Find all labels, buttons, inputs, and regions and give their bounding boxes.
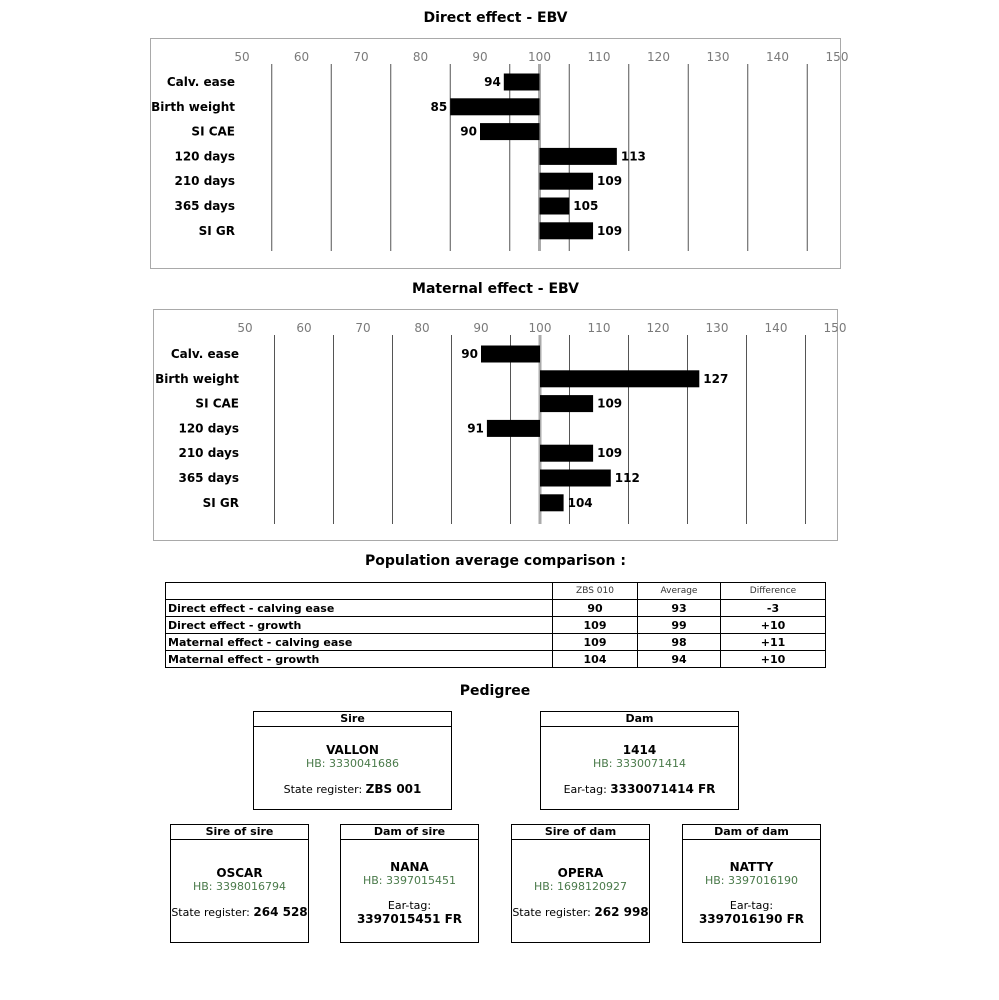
x-tick-label: 120 [646,321,670,335]
x-tick-label: 140 [764,321,788,335]
row-animal-value: 104 [553,651,638,668]
table-row [166,600,826,617]
register-value: 3397016190 FR [698,912,805,926]
x-tick-label: 130 [706,50,730,64]
bar [450,98,539,115]
pedigree-register [341,899,478,926]
pedigree-sire-card [253,711,452,810]
comparison-title: Population average comparison : [365,553,626,569]
pedigree-register [171,905,308,919]
pedigree-name: NATTY [729,860,774,874]
category-label: 210 days [174,174,235,189]
row-average-value: 94 [638,651,721,668]
row-difference-value: +10 [721,651,826,668]
row-average-value: 93 [638,600,721,617]
comparison-table [165,582,826,668]
comparison-header-empty [166,583,553,600]
category-label: 120 days [178,421,239,436]
pedigree-sire-of-sire-card [170,824,309,943]
row-difference-value: -3 [721,600,826,617]
pedigree-role: Dam [541,712,738,727]
data-label: 85 [430,99,448,114]
bar [481,346,540,363]
direct-chart-title: Direct effect - EBV [423,10,568,26]
pedigree-hb: HB: 3397015451 [362,874,456,887]
pedigree-hb: HB: 1698120927 [533,880,627,893]
bar [540,173,594,190]
data-label: 109 [597,223,623,238]
register-label: State register: [512,906,591,919]
x-tick-label: 150 [823,321,847,335]
direct-chart-frame [150,38,849,269]
row-animal-value: 90 [553,600,638,617]
x-tick-label: 120 [647,50,670,64]
bar [540,148,617,165]
x-tick-label: 100 [528,50,551,64]
data-label: 109 [597,396,623,411]
x-tick-label: 140 [766,50,789,64]
data-label: 105 [573,199,599,213]
x-tick-label: 90 [473,321,489,335]
register-label: Ear-tag: [563,783,607,796]
pedigree-sire-of-dam-card [511,824,650,943]
pedigree-name: VALLON [326,743,379,757]
pedigree-dam-of-dam-card [682,824,821,943]
category-label: Birth weight [151,99,235,114]
comparison-header-animal: ZBS 010 [553,583,638,600]
register-label: Ear-tag: [387,899,432,912]
bar [540,370,699,387]
x-tick-label: 60 [293,50,310,64]
pedigree-register [254,782,451,796]
data-label: 94 [484,75,501,89]
x-tick-label: 50 [234,50,250,64]
data-label: 112 [614,471,640,485]
data-label: 91 [467,421,484,436]
row-average-value: 98 [638,634,721,651]
x-tick-label: 100 [528,321,552,335]
row-difference-value: +11 [721,634,826,651]
x-tick-label: 70 [355,321,371,335]
bar [540,198,570,215]
maternal-chart-title: Maternal effect - EBV [412,281,579,297]
maternal-chart-frame [153,309,847,541]
row-label: Maternal effect - calving ease [166,634,553,651]
table-row [166,617,826,634]
category-label: Birth weight [155,371,239,386]
category-label: Calv. ease [166,75,235,89]
bar [487,420,540,437]
pedigree-role: Sire [254,712,451,727]
x-tick-label: 50 [237,321,253,335]
register-value: ZBS 001 [365,782,422,796]
pedigree-name: OSCAR [216,866,263,880]
bar [540,494,564,511]
x-tick-label: 90 [472,50,488,64]
row-difference-value: +10 [721,617,826,634]
row-label: Direct effect - calving ease [166,600,553,617]
bar [540,395,593,412]
bar [540,222,594,239]
row-animal-value: 109 [553,617,638,634]
register-value: 264 528 [253,905,308,919]
pedigree-role: Sire of dam [512,825,649,840]
category-label: SI CAE [195,396,239,411]
table-row [166,634,826,651]
pedigree-role: Dam of dam [683,825,820,840]
bar [504,74,540,91]
pedigree-name: 1414 [622,743,657,757]
data-label: 127 [703,371,729,386]
bar [540,445,593,462]
category-label: SI CAE [191,124,235,139]
row-label: Maternal effect - growth [166,651,553,668]
x-tick-label: 150 [825,50,849,64]
row-animal-value: 109 [553,634,638,651]
data-label: 90 [461,347,478,361]
data-label: 113 [620,149,646,164]
category-label: 365 days [178,471,239,485]
pedigree-hb: HB: 3397016190 [704,874,798,887]
pedigree-register [512,905,649,919]
category-label: 120 days [174,149,235,164]
comparison-header-difference: Difference [721,583,826,600]
pedigree-dam-of-sire-card [340,824,479,943]
category-label: 210 days [178,446,239,461]
data-label: 109 [597,174,623,189]
category-label: SI GR [198,223,235,238]
row-label: Direct effect - growth [166,617,553,634]
category-label: SI GR [202,495,239,510]
x-tick-label: 80 [414,321,430,335]
register-value: 3397015451 FR [356,912,463,926]
pedigree-register [683,899,820,926]
data-label: 104 [567,495,593,510]
register-value: 262 998 [594,905,649,919]
x-tick-label: 80 [412,50,429,64]
x-tick-label: 110 [587,321,611,335]
table-row [166,651,826,668]
pedigree-title: Pedigree [459,683,531,699]
data-label: 90 [460,124,477,139]
register-label: State register: [283,783,363,796]
pedigree-hb: HB: 3330041686 [305,757,399,770]
maternal-effect-chart [154,310,847,540]
bar [540,470,611,487]
x-tick-label: 110 [587,50,611,64]
register-value: 3330071414 FR [610,782,716,796]
comparison-header-average: Average [638,583,721,600]
register-label: Ear-tag: [729,899,774,912]
category-label: Calv. ease [170,347,239,361]
x-tick-label: 60 [296,321,312,335]
pedigree-name: NANA [390,860,429,874]
pedigree-hb: HB: 3330071414 [592,757,686,770]
pedigree-name: OPERA [557,866,604,880]
x-tick-label: 70 [353,50,369,64]
data-label: 109 [597,446,623,461]
pedigree-hb: HB: 3398016794 [192,880,286,893]
pedigree-role: Sire of sire [171,825,308,840]
pedigree-dam-card [540,711,739,810]
x-tick-label: 130 [705,321,729,335]
register-label: State register: [171,906,250,919]
bar [480,123,540,140]
row-average-value: 99 [638,617,721,634]
pedigree-role: Dam of sire [341,825,478,840]
category-label: 365 days [174,199,235,213]
pedigree-register [541,782,738,796]
comparison-header-row [166,583,826,600]
direct-effect-chart [151,39,849,268]
